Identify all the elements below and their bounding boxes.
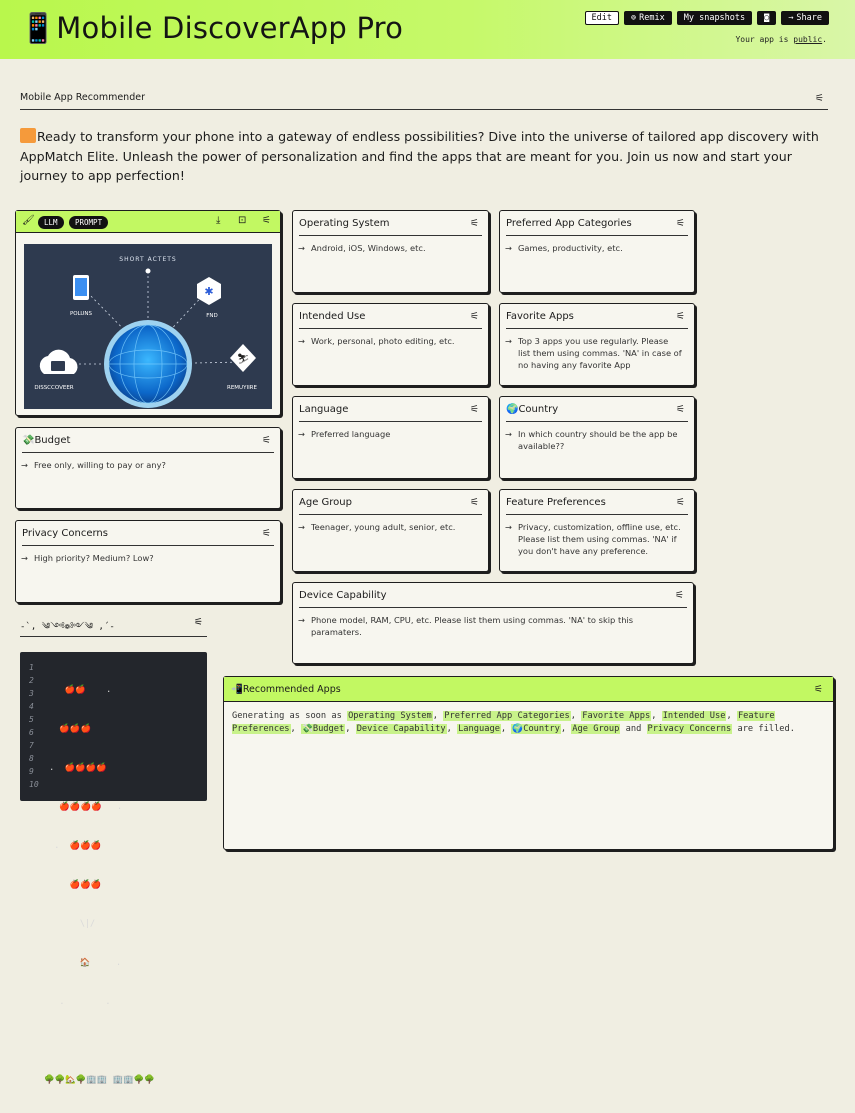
budget-card[interactable] [15, 427, 281, 509]
app-header [0, 0, 855, 59]
budget-label: 💸Budget [22, 435, 71, 446]
settings-icon[interactable]: ⚟ [262, 435, 271, 446]
brush-icon: 🖌 [22, 215, 35, 226]
settings-icon[interactable]: ⚟ [470, 311, 479, 322]
intended-use-label: Intended Use [299, 311, 366, 322]
line-number: 8 [29, 754, 34, 763]
svg-text:⛷: ⛷ [236, 354, 250, 365]
budget-hint[interactable] [21, 459, 268, 471]
art-line: 🍎🍎🍎🍎 . [44, 802, 123, 812]
art-line: . 🍎🍎🍎🍎 [44, 763, 107, 773]
art-line: 🌳🌳🏡🌳🏢🏢 🏢🏢🌳🌳 [44, 1075, 155, 1085]
intro-badge-icon [20, 128, 36, 143]
arrow-icon: → [505, 243, 512, 253]
recommended-apps-header [224, 677, 833, 702]
settings-icon[interactable]: ⚟ [470, 218, 479, 229]
section-title [20, 92, 828, 110]
ascii-art-panel [20, 652, 207, 1085]
visibility-status [735, 35, 827, 44]
prompt-pill[interactable]: PROMPT [69, 216, 108, 229]
my-snapshots-button[interactable]: My snapshots [677, 11, 752, 25]
art-line: 🍎🍎 . [44, 685, 112, 695]
share-label: Share [796, 13, 822, 23]
settings-icon[interactable]: ⚟ [814, 684, 823, 695]
age-group-title [299, 496, 482, 515]
categories-hint-text: Games, productivity, etc. [518, 243, 623, 253]
recommended-apps-title: 📲Recommended Apps [231, 684, 341, 695]
recommended-apps-status: Generating as soon as Operating System, Preferred App Categories, Favorite Apps, Intended Use, Feature Preferences, 💸Budget, Device Capability, Language, 🌍Country, Age Group and Privacy Concerns are filled. [232, 711, 796, 734]
field-chip: 🌍Country [512, 724, 560, 734]
settings-icon[interactable]: ⚟ [194, 617, 203, 628]
ascii-title-text: -`, ༄༺❁༻༄ ,´- [20, 622, 115, 632]
line-number: 9 [29, 767, 34, 776]
image-label-remove: REMUYIIRE [227, 385, 257, 391]
settings-icon[interactable]: ⚟ [676, 218, 685, 229]
intended-use-title [299, 310, 482, 329]
device-label: Device Capability [299, 590, 387, 601]
settings-icon[interactable]: ⚟ [676, 404, 685, 415]
arrow-icon: → [298, 243, 305, 253]
llm-pill[interactable]: LLM [38, 216, 64, 229]
arrow-icon: → [21, 553, 28, 563]
art-line: . 🍎🍎🍎 [44, 841, 102, 851]
status-prefix: Generating as soon as [232, 711, 342, 721]
ascii-title [20, 617, 207, 637]
budget-hint-text: Free only, willing to pay or any? [34, 460, 166, 470]
line-number: 1 [29, 663, 34, 672]
arrow-icon: → [505, 429, 512, 439]
settings-icon[interactable]: ⚟ [675, 590, 684, 601]
age-group-label: Age Group [299, 497, 352, 508]
app-title: 📱Mobile DiscoverApp Pro [20, 11, 404, 45]
features-card[interactable] [499, 489, 695, 572]
edit-button[interactable]: Edit [585, 11, 619, 25]
public-link[interactable]: public [793, 35, 823, 44]
image-generator-card [15, 210, 281, 416]
art-line: 🍎🍎🍎 [44, 880, 102, 890]
features-label: Feature Preferences [506, 497, 606, 508]
settings-icon[interactable]: ⚟ [815, 93, 824, 104]
public-suffix: . [822, 35, 827, 44]
field-chip: 💸Budget [302, 724, 345, 734]
line-number: 4 [29, 702, 34, 711]
art-line: \|/ [44, 919, 96, 929]
device-title [299, 589, 687, 608]
favorite-apps-label: Favorite Apps [506, 311, 574, 322]
privacy-title [22, 527, 274, 546]
art-line: 🏠 . [44, 958, 122, 968]
share-button[interactable] [781, 11, 829, 25]
privacy-label: Privacy Concerns [22, 528, 108, 539]
field-chip: Operating System [348, 711, 432, 721]
settings-icon[interactable]: ⚟ [676, 311, 685, 322]
image-label-snow: FND [206, 313, 218, 319]
camera-icon: ◙ [764, 13, 770, 23]
age-group-hint[interactable] [298, 521, 476, 533]
generator-header [16, 211, 280, 233]
categories-card[interactable] [499, 210, 695, 293]
line-number: 3 [29, 689, 34, 698]
header-actions [585, 11, 829, 25]
features-hint[interactable] [505, 521, 682, 557]
remix-button[interactable] [624, 11, 672, 25]
budget-title [22, 434, 274, 453]
country-hint[interactable] [505, 428, 682, 452]
device-hint[interactable] [298, 614, 681, 638]
camera-button[interactable] [757, 11, 776, 25]
arrow-icon: → [298, 615, 305, 625]
field-chip: Age Group [572, 724, 620, 734]
privacy-hint-text: High priority? Medium? Low? [34, 553, 154, 563]
remix-icon: ⊚ [631, 13, 637, 23]
favorite-apps-hint-text: Top 3 apps you use regularly. Please list them using commas. 'NA' in case of no having any favorite App [518, 336, 682, 370]
art-line: . . [44, 997, 111, 1007]
language-hint[interactable] [298, 428, 476, 440]
field-chip: Device Capability [356, 724, 446, 734]
field-chip: Feature Preferences [232, 711, 775, 734]
remix-label: Remix [639, 13, 665, 23]
settings-icon[interactable]: ⚟ [470, 404, 479, 415]
country-card[interactable] [499, 396, 695, 479]
language-label: Language [299, 404, 349, 415]
image-label-cloud: DISSCCOVEER [34, 385, 74, 391]
image-label-top: SHORT ACTETS [119, 256, 177, 263]
settings-icon[interactable]: ⚟ [676, 497, 685, 508]
favorite-apps-card[interactable] [499, 303, 695, 386]
line-number: 7 [29, 741, 34, 750]
section-title-text: Mobile App Recommender [20, 92, 145, 103]
line-number: 5 [29, 715, 34, 724]
categories-title [506, 217, 688, 236]
line-number: 6 [29, 728, 34, 737]
arrow-right-icon: → [788, 13, 794, 23]
arrow-icon: → [21, 460, 28, 470]
country-hint-text: In which country should be the app be available?? [518, 429, 678, 451]
country-title [506, 403, 688, 422]
save-icon[interactable]: ⊡ [238, 215, 247, 226]
download-icon[interactable]: ⤓ [216, 215, 221, 226]
and-word: and [625, 724, 642, 734]
ascii-art [44, 658, 155, 1113]
line-number: 2 [29, 676, 34, 685]
os-hint-text: Android, iOS, Windows, etc. [311, 243, 426, 253]
settings-icon[interactable]: ⚟ [262, 215, 271, 226]
os-card[interactable] [292, 210, 489, 293]
language-title [299, 403, 482, 422]
os-hint[interactable] [298, 242, 476, 254]
field-chip: Language [458, 724, 500, 734]
os-title [299, 217, 482, 236]
field-chip: Privacy Concerns [647, 724, 732, 734]
public-prefix: Your app is [735, 35, 789, 44]
favorite-apps-title [506, 310, 688, 329]
field-chip: Favorite Apps [582, 711, 651, 721]
age-group-card[interactable] [292, 489, 489, 572]
art-line: 🍎🍎🍎 [44, 724, 92, 734]
field-chip: Intended Use [662, 711, 726, 721]
line-numbers [29, 661, 39, 791]
line-number: 10 [29, 780, 39, 789]
arrow-icon: → [298, 429, 305, 439]
privacy-card[interactable] [15, 520, 281, 603]
settings-icon[interactable]: ⚟ [470, 497, 479, 508]
generated-image [24, 244, 272, 409]
language-card[interactable] [292, 396, 489, 479]
status-suffix: are filled. [737, 724, 796, 734]
arrow-icon: → [298, 522, 305, 532]
art-line [44, 1035, 155, 1048]
intended-use-hint[interactable] [298, 335, 476, 347]
intended-use-card[interactable] [292, 303, 489, 386]
language-hint-text: Preferred language [311, 429, 391, 439]
app-discovery-illustration [24, 244, 272, 409]
field-chip: Preferred App Categories [444, 711, 570, 721]
age-group-hint-text: Teenager, young adult, senior, etc. [311, 522, 456, 532]
arrow-icon: → [505, 336, 512, 346]
device-capability-card[interactable] [292, 582, 694, 664]
os-label: Operating System [299, 218, 390, 229]
intro-copy: Ready to transform your phone into a gateway of endless possibilities? Dive into the universe of tailored app discovery with AppMatch Elite. Unleash the power of personalization and find the apps that are meant for you. Join us now and start your journey to app perfection! [20, 129, 819, 183]
image-label-phone: POLUNS [69, 311, 93, 317]
intended-use-hint-text: Work, personal, photo editing, etc. [311, 336, 455, 346]
features-hint-text: Privacy, customization, offline use, etc. Please list them using commas. 'NA' if you don't have any preference. [518, 522, 681, 556]
device-hint-text: Phone model, RAM, CPU, etc. Please list them using commas. 'NA' to skip this paramaters. [311, 615, 634, 637]
categories-hint[interactable] [505, 242, 682, 254]
privacy-hint[interactable] [21, 552, 268, 564]
recommended-apps-card [223, 676, 834, 850]
settings-icon[interactable]: ⚟ [262, 528, 271, 539]
country-label: 🌍Country [506, 404, 559, 415]
features-title [506, 496, 688, 515]
svg-text:✱: ✱ [204, 285, 214, 298]
arrow-icon: → [505, 522, 512, 532]
favorite-apps-hint[interactable] [505, 335, 682, 371]
categories-label: Preferred App Categories [506, 218, 632, 229]
arrow-icon: → [298, 336, 305, 346]
intro-text [20, 127, 835, 186]
